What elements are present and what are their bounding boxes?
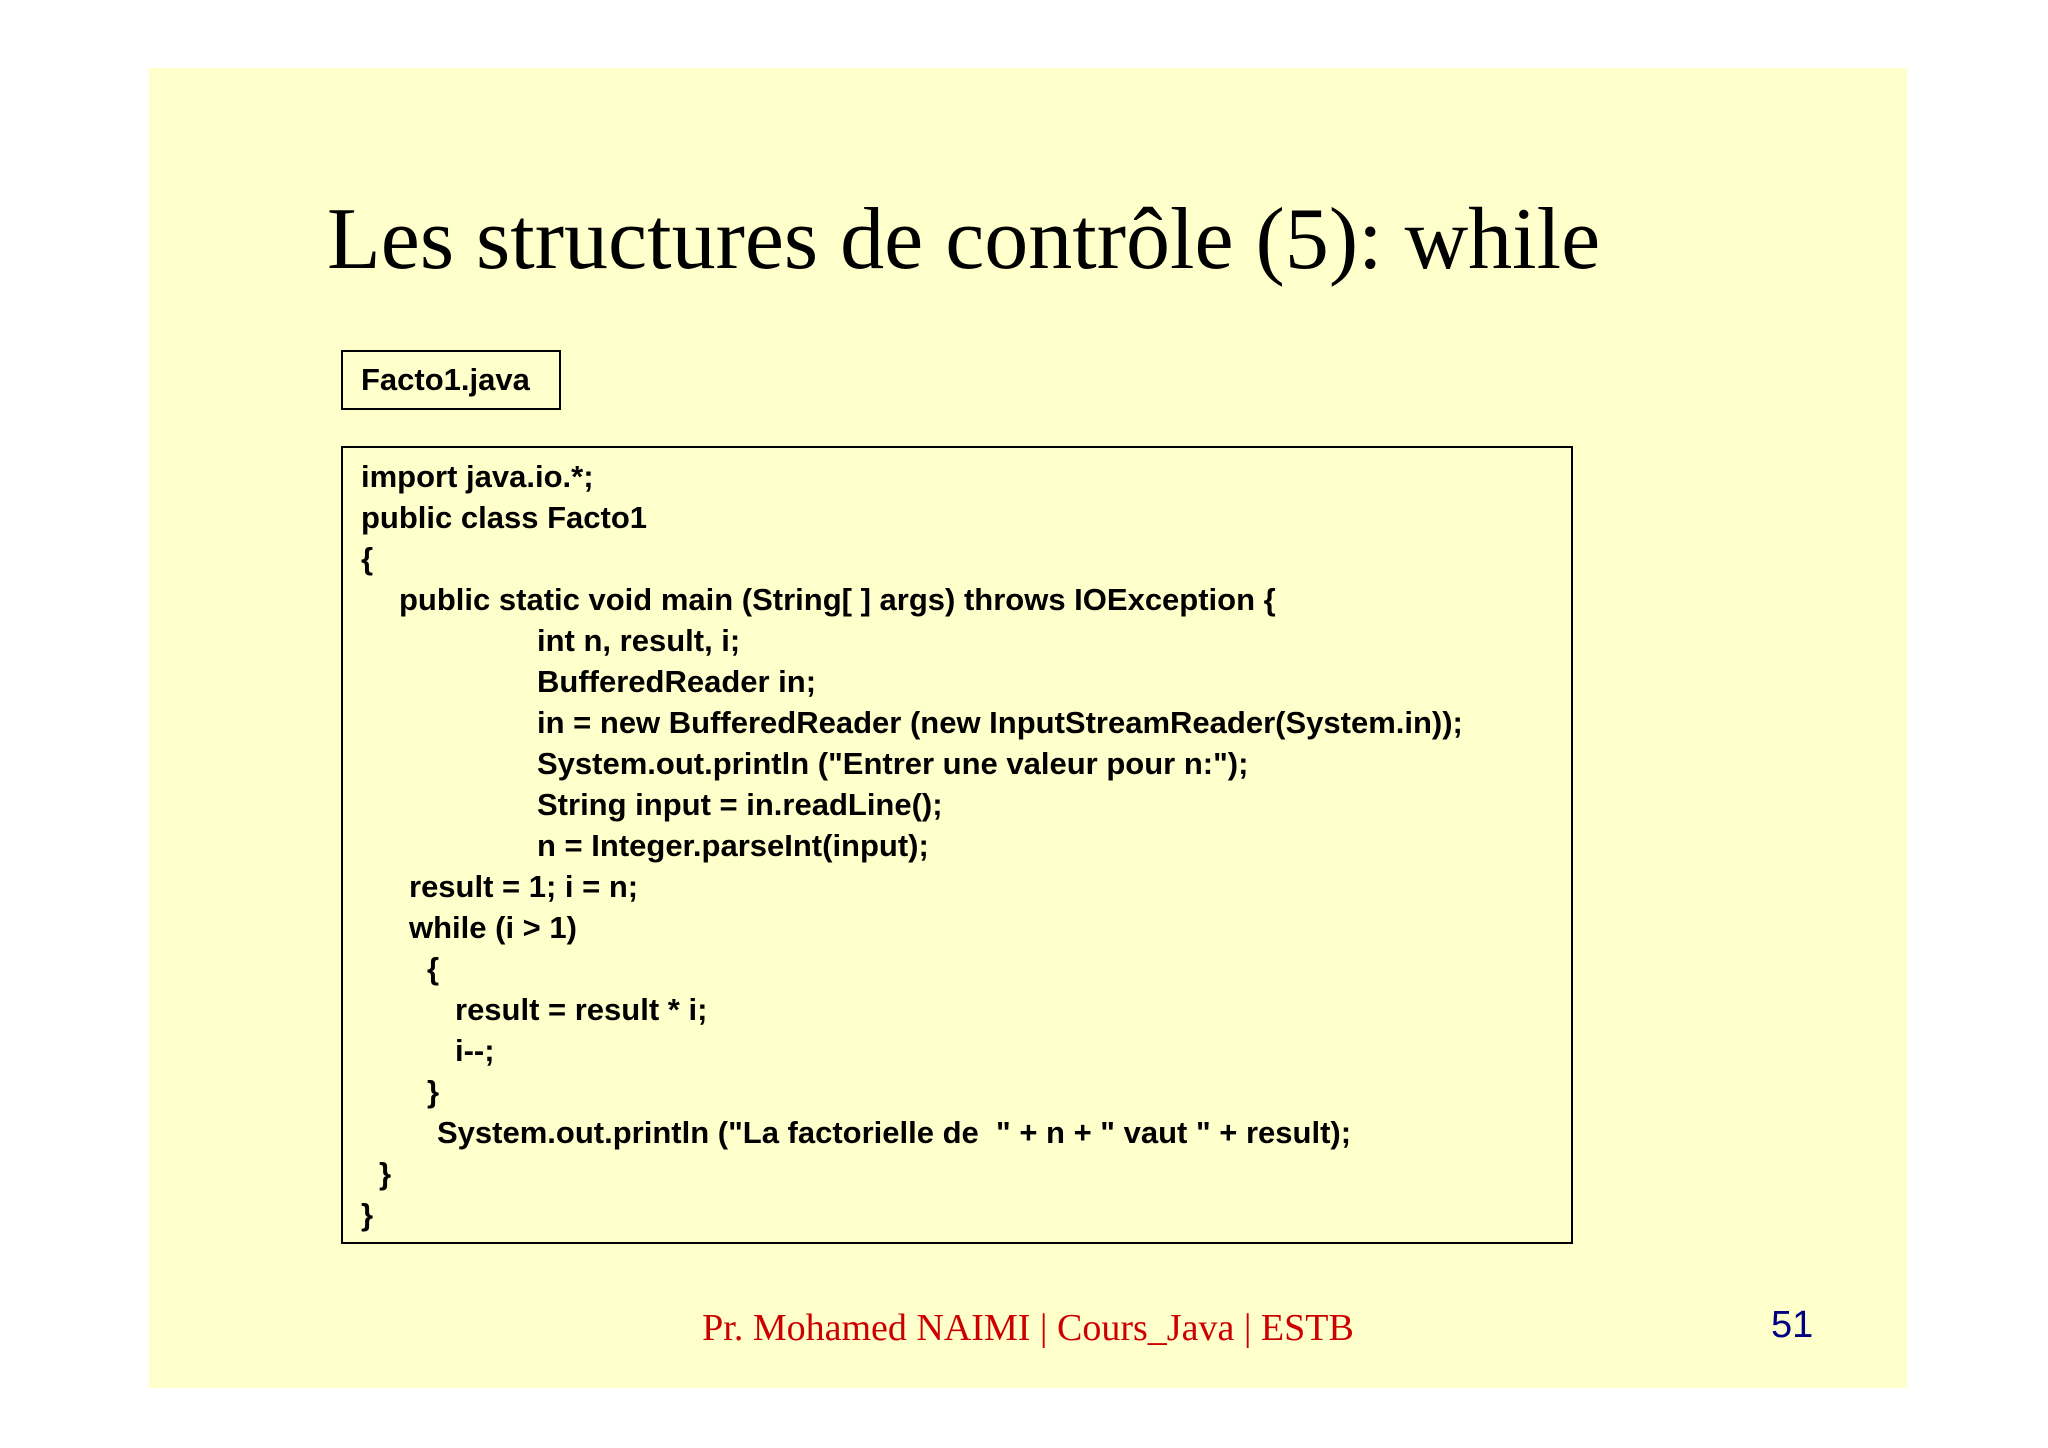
code-line: System.out.println ("La factorielle de " + n + " vaut " + result);: [437, 1115, 1352, 1150]
code-line: i--;: [455, 1033, 495, 1068]
code-line: }: [379, 1156, 392, 1191]
code-line: int n, result, i;: [537, 623, 741, 658]
code-line: BufferedReader in;: [537, 664, 817, 699]
code-line: import java.io.*;: [361, 459, 594, 494]
code-line: }: [427, 1074, 440, 1109]
code-line: result = 1; i = n;: [409, 869, 639, 904]
code-line: result = result * i;: [455, 992, 708, 1027]
code-line: in = new BufferedReader (new InputStreamReader(System.in));: [537, 705, 1463, 740]
slide: [149, 68, 1907, 1388]
code-line: while (i > 1): [409, 910, 577, 945]
filename-label: Facto1.java: [341, 350, 561, 410]
code-line: {: [361, 541, 374, 576]
code-line: }: [361, 1197, 374, 1232]
code-block: [341, 446, 1573, 1244]
code-line: public static void main (String[ ] args) throws IOException {: [399, 582, 1276, 617]
code-line: {: [427, 951, 440, 986]
code-line: public class Facto1: [361, 500, 647, 535]
slide-title: Les structures de contrôle (5): while: [327, 191, 1601, 288]
page-number: 51: [1771, 1304, 1814, 1346]
code-line: System.out.println ("Entrer une valeur pour n:");: [537, 746, 1249, 781]
code-line: n = Integer.parseInt(input);: [537, 828, 929, 863]
slide-footer: Pr. Mohamed NAIMI | Cours_Java | ESTB: [702, 1307, 1354, 1349]
code-line: String input = in.readLine();: [537, 787, 943, 822]
